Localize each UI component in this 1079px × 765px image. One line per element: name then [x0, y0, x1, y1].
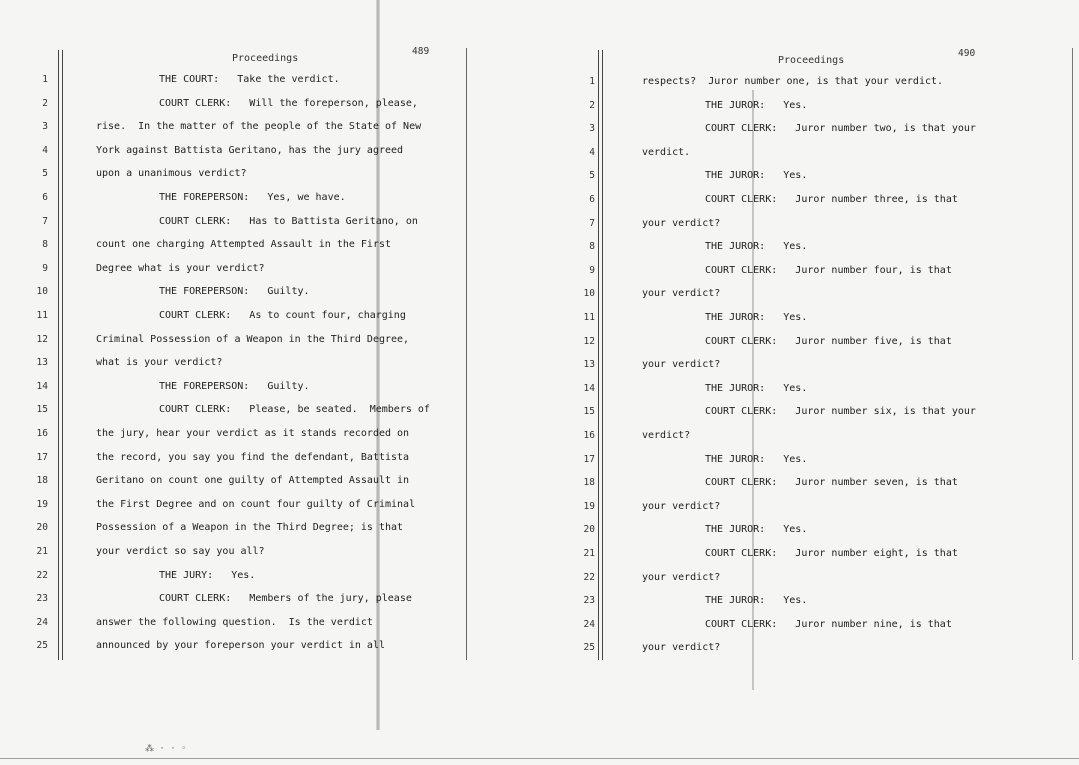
transcript-line: answer the following question. Is the verdict	[96, 616, 373, 628]
line-number: 21	[583, 548, 595, 559]
transcript-line: COURT CLERK: Juror number six, is that your	[705, 406, 976, 418]
transcript-line: THE JUROR: Yes.	[705, 170, 808, 182]
line-number: 6	[589, 194, 595, 205]
line-number: 6	[42, 192, 48, 203]
line-number: 3	[42, 121, 48, 133]
line-number: 11	[36, 310, 48, 321]
transcript-line: COURT CLERK: Juror number eight, is that	[705, 548, 958, 559]
left-margin-rule-inner	[62, 50, 63, 660]
transcript-line: THE FOREPERSON: Guilty.	[159, 286, 310, 298]
line-number: 10	[583, 288, 595, 300]
line-number: 25	[583, 642, 595, 654]
transcript-line: THE JUROR: Yes.	[705, 312, 808, 323]
line-number: 21	[36, 546, 48, 557]
transcript-line: your verdict so say you all?	[96, 546, 265, 557]
transcript-line: COURT CLERK: Juror number seven, is that	[705, 477, 958, 489]
line-number: 23	[583, 595, 595, 607]
transcript-line: Geritano on count one guilty of Attempted Assault in	[96, 475, 410, 487]
transcript-line: rise. In the matter of the people of the State of New	[96, 121, 422, 133]
line-number: 15	[36, 404, 48, 416]
line-number: 8	[589, 241, 595, 253]
transcript-line: COURT CLERK: Juror number two, is that your	[705, 123, 976, 135]
transcript-line: your verdict?	[642, 288, 721, 300]
line-number: 24	[36, 616, 48, 628]
transcript-line: what is your verdict?	[96, 357, 223, 369]
line-number: 9	[42, 262, 48, 274]
transcript-line: respects? Juror number one, is that your verdict.	[642, 76, 944, 87]
line-number: 1	[589, 76, 595, 87]
left-right-rule	[466, 48, 467, 660]
transcript-line: verdict.	[642, 146, 691, 158]
right-page	[540, 0, 1079, 765]
left-fold-shadow	[376, 0, 380, 730]
line-number: 24	[583, 618, 595, 630]
line-number: 19	[583, 500, 595, 512]
transcript-line: your verdict?	[642, 642, 721, 654]
line-number: 22	[36, 569, 48, 581]
line-number: 17	[36, 451, 48, 463]
left-page-number: 489	[412, 46, 430, 57]
transcript-line: COURT CLERK: Juror number five, is that	[705, 335, 952, 347]
line-number: 7	[589, 217, 595, 229]
line-number: 18	[36, 475, 48, 487]
transcript-line: the record, you say you find the defendant, Battista	[96, 451, 410, 463]
transcript-line: COURT CLERK: Juror number three, is that	[705, 194, 958, 205]
line-number: 9	[589, 264, 595, 276]
line-number: 2	[589, 99, 595, 111]
line-number: 8	[42, 239, 48, 251]
line-number: 10	[36, 286, 48, 298]
bottom-scan-edge	[0, 758, 1079, 759]
transcript-line: your verdict?	[642, 500, 721, 512]
transcript-line: Degree what is your verdict?	[96, 262, 265, 274]
right-page-header: Proceedings	[778, 55, 845, 66]
line-number: 19	[36, 498, 48, 510]
left-margin-rule-outer	[58, 50, 59, 660]
transcript-line: COURT CLERK: Please, be seated. Members of	[159, 404, 430, 416]
line-number: 15	[583, 406, 595, 418]
transcript-line: COURT CLERK: Members of the jury, please	[159, 593, 412, 605]
transcript-line: THE JUROR: Yes.	[705, 241, 808, 253]
transcript-line: THE COURT: Take the verdict.	[159, 74, 340, 85]
transcript-line: Criminal Possession of a Weapon in the Third Degree,	[96, 333, 410, 345]
line-number: 11	[583, 312, 595, 323]
line-number: 22	[583, 571, 595, 583]
line-number: 4	[42, 144, 48, 156]
line-number: 3	[589, 123, 595, 135]
transcript-line: THE FOREPERSON: Guilty.	[159, 380, 310, 392]
line-number: 1	[42, 74, 48, 85]
line-number: 20	[36, 522, 48, 534]
transcript-line: count one charging Attempted Assault in the First	[96, 239, 392, 251]
line-number: 16	[36, 428, 48, 439]
transcript-line: THE JUROR: Yes.	[705, 453, 808, 465]
transcript-line: COURT CLERK: As to count four, charging	[159, 310, 406, 321]
bottom-scan-smudge: ⁂ · · ◦	[145, 744, 187, 754]
line-number: 20	[583, 524, 595, 536]
transcript-line: announced by your foreperson your verdict in all	[96, 640, 385, 652]
line-number: 23	[36, 593, 48, 605]
line-number: 25	[36, 640, 48, 652]
transcript-line: THE JUROR: Yes.	[705, 524, 808, 536]
line-number: 7	[42, 215, 48, 227]
transcript-line: Possession of a Weapon in the Third Degree; is that	[96, 522, 404, 534]
line-number: 17	[583, 453, 595, 465]
transcript-line: your verdict?	[642, 359, 721, 371]
line-number: 12	[583, 335, 595, 347]
transcript-line: York against Battista Geritano, has the jury agreed	[96, 144, 404, 156]
line-number: 4	[589, 146, 595, 158]
transcript-line: THE JURY: Yes.	[159, 569, 256, 581]
line-number: 18	[583, 477, 595, 489]
transcript-line: THE JUROR: Yes.	[705, 99, 808, 111]
line-number: 12	[36, 333, 48, 345]
transcript-line: verdict?	[642, 430, 691, 441]
transcript-line: THE JUROR: Yes.	[705, 595, 808, 607]
right-page-number: 490	[958, 48, 976, 59]
line-number: 14	[583, 382, 595, 394]
transcript-line: COURT CLERK: Has to Battista Geritano, on	[159, 215, 418, 227]
transcript-line: COURT CLERK: Juror number nine, is that	[705, 618, 952, 630]
transcript-line: upon a unanimous verdict?	[96, 168, 247, 180]
right-right-rule	[1072, 48, 1073, 660]
transcript-line: the jury, hear your verdict as it stands recorded on	[96, 428, 410, 439]
transcript-line: COURT CLERK: Juror number four, is that	[705, 264, 952, 276]
transcript-line: THE FOREPERSON: Yes, we have.	[159, 192, 346, 203]
transcript-line: the First Degree and on count four guilty of Criminal	[96, 498, 416, 510]
right-margin-rule-inner	[602, 50, 603, 660]
line-number: 5	[42, 168, 48, 180]
transcript-line: your verdict?	[642, 571, 721, 583]
line-number: 13	[583, 359, 595, 371]
transcript-line: THE JUROR: Yes.	[705, 382, 808, 394]
line-number: 16	[583, 430, 595, 441]
transcript-line: your verdict?	[642, 217, 721, 229]
left-page-header: Proceedings	[232, 53, 299, 64]
line-number: 13	[36, 357, 48, 369]
right-margin-rule-outer	[598, 50, 599, 660]
line-number: 2	[42, 97, 48, 109]
line-number: 14	[36, 380, 48, 392]
transcript-line: COURT CLERK: Will the foreperson, please,	[159, 97, 418, 109]
line-number: 5	[589, 170, 595, 182]
